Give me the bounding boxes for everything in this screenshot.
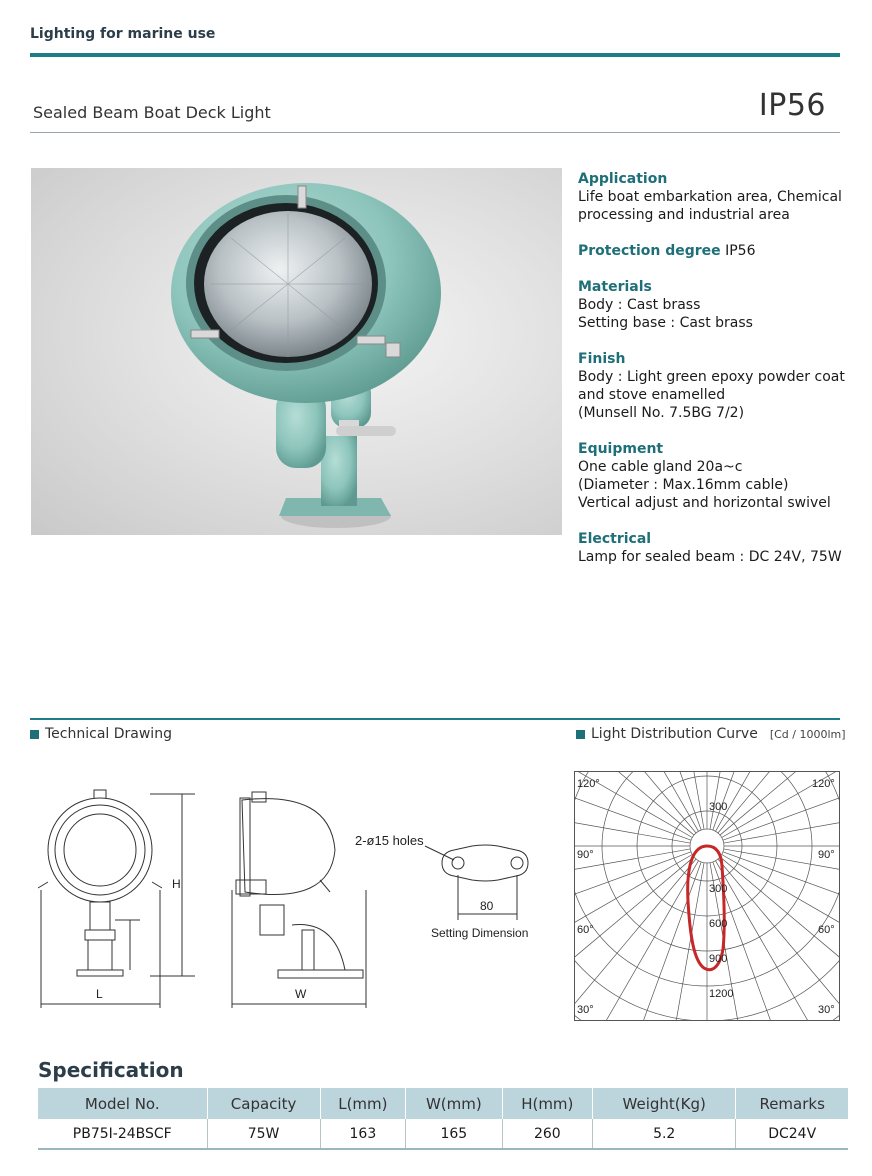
materials-block (578, 278, 848, 332)
radial-600: 600 (709, 918, 728, 930)
dim-w-label: W (295, 987, 307, 1001)
protection-value: IP56 (725, 243, 756, 259)
protection-block (578, 242, 848, 260)
angle-30-right: 30° (818, 1004, 835, 1016)
square-bullet-icon (30, 730, 39, 739)
technical-drawing (30, 780, 560, 1020)
header-remarks: Remarks (736, 1088, 848, 1119)
title-rule (30, 132, 840, 133)
finish-line: and stove enamelled (578, 387, 726, 403)
electrical-block (578, 530, 848, 566)
angle-90-right: 90° (818, 849, 835, 861)
finish-heading: Finish (578, 351, 626, 367)
cell-remarks: DC24V (736, 1119, 848, 1149)
spec-list (578, 170, 848, 584)
equipment-line: (Diameter : Max.16mm cable) (578, 477, 789, 493)
materials-heading: Materials (578, 279, 652, 295)
materials-line: Body : Cast brass (578, 297, 701, 313)
equipment-line: One cable gland 20a~c (578, 459, 743, 475)
angle-60-right: 60° (818, 924, 835, 936)
specification-title: Specification (38, 1058, 184, 1082)
header-model: Model No. (38, 1088, 207, 1119)
angle-60-left: 60° (577, 924, 594, 936)
radial-300: 300 (709, 883, 728, 895)
cell-l: 163 (320, 1119, 405, 1149)
materials-line: Setting base : Cast brass (578, 315, 753, 331)
product-photo (31, 168, 562, 535)
category-label: Lighting for marine use (30, 26, 216, 42)
radial-300-top: 300 (709, 801, 728, 813)
header-h: H(mm) (502, 1088, 592, 1119)
light-curve-unit: [Cd / 1000lm] (769, 727, 846, 741)
setting-dimension-label: Setting Dimension (431, 926, 529, 940)
cell-capacity: 75W (207, 1119, 320, 1149)
equipment-heading: Equipment (578, 441, 664, 457)
table-row (38, 1119, 848, 1149)
header-l: L(mm) (320, 1088, 405, 1119)
ip-rating: IP56 (758, 88, 826, 123)
application-block (578, 170, 848, 224)
cell-w: 165 (406, 1119, 502, 1149)
cell-model: PB75I-24BSCF (38, 1119, 207, 1149)
finish-line: (Munsell No. 7.5BG 7/2) (578, 405, 745, 421)
header-weight: Weight(Kg) (593, 1088, 736, 1119)
equipment-line: Vertical adjust and horizontal swivel (578, 495, 831, 511)
angle-120-right: 120° (812, 778, 835, 790)
angle-120-left: 120° (577, 778, 600, 790)
section-rule (30, 718, 840, 720)
specification-table (38, 1088, 848, 1150)
technical-drawing-title: Technical Drawing (45, 726, 172, 742)
electrical-heading: Electrical (578, 531, 652, 547)
product-title: Sealed Beam Boat Deck Light (33, 103, 271, 122)
application-line: Life boat embarkation area, Chemical (578, 189, 842, 205)
cell-h: 260 (502, 1119, 592, 1149)
header-capacity: Capacity (207, 1088, 320, 1119)
header-w: W(mm) (406, 1088, 502, 1119)
electrical-line: Lamp for sealed beam : DC 24V, 75W (578, 549, 842, 565)
base-dim-label: 80 (480, 899, 494, 913)
light-curve-heading (576, 726, 846, 742)
angle-30-left: 30° (577, 1004, 594, 1016)
cell-weight: 5.2 (593, 1119, 736, 1149)
deck-light-illustration (31, 168, 562, 535)
radial-1200: 1200 (709, 988, 734, 1000)
radial-900: 900 (709, 953, 728, 965)
technical-drawing-heading (30, 726, 172, 742)
light-distribution-curve (574, 771, 840, 1021)
angle-90-left: 90° (577, 849, 594, 861)
finish-block (578, 350, 848, 422)
finish-line: Body : Light green epoxy powder coat (578, 369, 845, 385)
dim-l-label: L (96, 987, 103, 1001)
holes-label: 2-ø15 holes (355, 833, 424, 848)
protection-heading: Protection degree (578, 243, 721, 259)
square-bullet-icon (576, 730, 585, 739)
header-rule (30, 53, 840, 57)
dim-h-label: H (172, 877, 181, 891)
light-curve-title: Light Distribution Curve (591, 726, 758, 742)
equipment-block (578, 440, 848, 512)
table-header-row (38, 1088, 848, 1119)
application-line: processing and industrial area (578, 207, 790, 223)
application-heading: Application (578, 171, 668, 187)
